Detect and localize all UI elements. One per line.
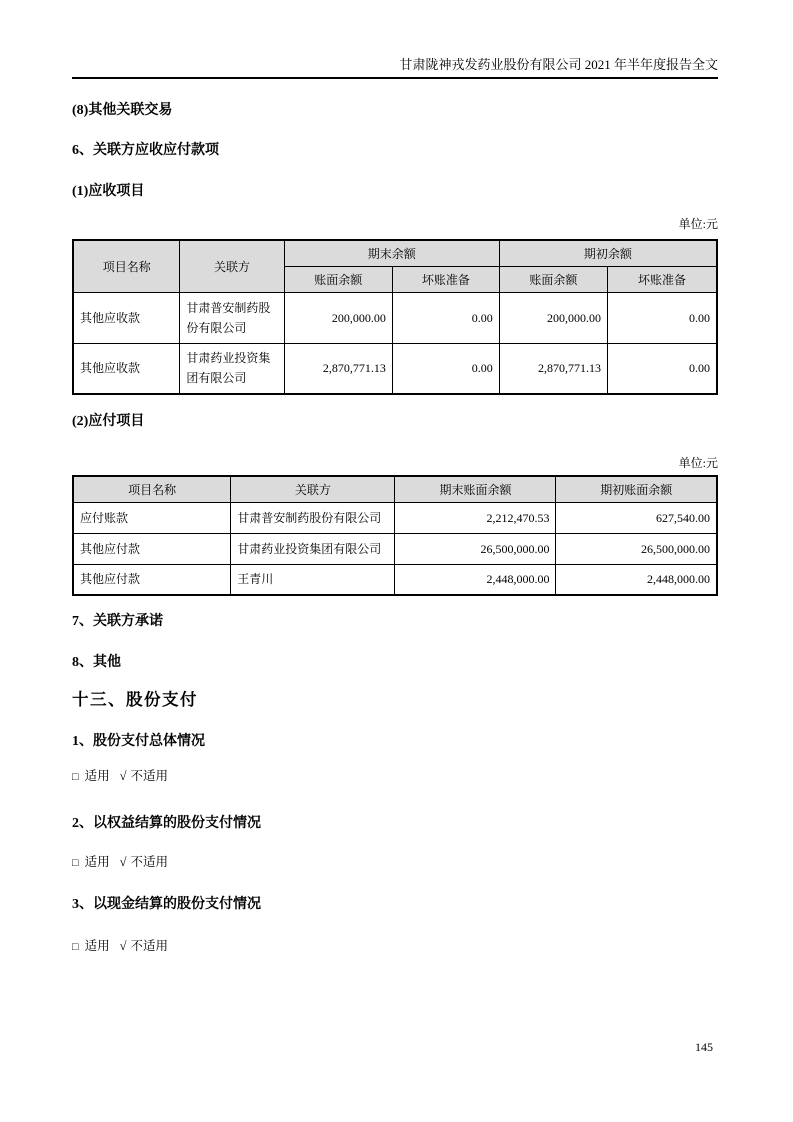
heading-cash-settled-share-payment: 3、以现金结算的股份支付情况 [72, 897, 261, 912]
col-header-related-party: 关联方 [231, 476, 395, 502]
cell-party: 甘肃普安制药股份有限公司 [180, 292, 284, 343]
table-row [73, 292, 717, 343]
table-header-row [73, 476, 717, 502]
cell-beginning: 2,448,000.00 [556, 564, 717, 595]
cell-party: 甘肃药业投资集团有限公司 [180, 343, 284, 394]
checkbox-unchecked-icon: □ [72, 857, 79, 869]
applicability-line [72, 854, 718, 871]
col-header-item: 项目名称 [73, 476, 231, 502]
checkmark-icon: √ [119, 769, 127, 783]
cell-ending: 2,448,000.00 [395, 564, 556, 595]
table-header-row [73, 240, 717, 266]
col-header-item: 项目名称 [73, 240, 180, 292]
cell-party: 甘肃药业投资集团有限公司 [231, 533, 395, 564]
checkmark-icon: √ [119, 939, 127, 953]
not-applicable-label: 不适用 [130, 855, 169, 869]
col-header-bad-debt: 坏账准备 [607, 266, 717, 292]
checkbox-unchecked-icon: □ [72, 771, 79, 783]
heading-share-payment: 十三、股份支付 [72, 690, 198, 709]
col-header-related-party: 关联方 [180, 240, 284, 292]
checkbox-unchecked-icon: □ [72, 941, 79, 953]
heading-receivable-items: (1)应收项目 [72, 184, 145, 199]
col-header-ending-balance: 期末余额 [284, 240, 499, 266]
cell-beg-bad: 0.00 [607, 343, 717, 394]
unit-label-receivables: 单位:元 [678, 217, 718, 231]
heading-related-party-commitments: 7、关联方承诺 [72, 614, 163, 629]
heading-payable-items: (2)应付项目 [72, 414, 145, 429]
cell-party: 王青川 [231, 564, 395, 595]
not-applicable-label: 不适用 [130, 939, 169, 953]
doc-header [72, 56, 718, 79]
cell-beg-book: 200,000.00 [499, 292, 607, 343]
table-row [73, 502, 717, 533]
col-header-beginning-book-balance: 期初账面余额 [556, 476, 717, 502]
cell-item: 其他应收款 [73, 343, 180, 394]
col-header-ending-book-balance: 期末账面余额 [395, 476, 556, 502]
receivables-table [72, 239, 718, 395]
cell-end-bad: 0.00 [392, 343, 499, 394]
cell-item: 其他应收款 [73, 292, 180, 343]
col-header-bad-debt: 坏账准备 [392, 266, 499, 292]
col-header-beginning-balance: 期初余额 [499, 240, 717, 266]
applicable-label: 适用 [84, 769, 110, 783]
applicability-line [72, 938, 718, 955]
unit-label-payables: 单位:元 [678, 456, 718, 470]
cell-item: 应付账款 [73, 502, 231, 533]
page-number: 145 [695, 1040, 713, 1054]
checkmark-icon: √ [119, 855, 127, 869]
table-row [73, 564, 717, 595]
applicable-label: 适用 [84, 939, 110, 953]
col-header-book-balance: 账面余额 [284, 266, 392, 292]
heading-equity-settled-share-payment: 2、以权益结算的股份支付情况 [72, 816, 261, 831]
cell-end-book: 2,870,771.13 [284, 343, 392, 394]
cell-party: 甘肃普安制药股份有限公司 [231, 502, 395, 533]
heading-other-related-transactions: (8)其他关联交易 [72, 103, 173, 118]
cell-ending: 26,500,000.00 [395, 533, 556, 564]
cell-beginning: 26,500,000.00 [556, 533, 717, 564]
doc-header-title: 甘肃陇神戎发药业股份有限公司 2021 年半年度报告全文 [399, 57, 718, 72]
table-row [73, 343, 717, 394]
applicable-label: 适用 [84, 855, 110, 869]
cell-end-bad: 0.00 [392, 292, 499, 343]
cell-beg-bad: 0.00 [607, 292, 717, 343]
table-row [73, 533, 717, 564]
cell-item: 其他应付款 [73, 533, 231, 564]
heading-share-payment-overview: 1、股份支付总体情况 [72, 734, 205, 749]
heading-other: 8、其他 [72, 655, 121, 670]
cell-item: 其他应付款 [73, 564, 231, 595]
payables-table [72, 475, 718, 596]
not-applicable-label: 不适用 [130, 769, 169, 783]
col-header-book-balance: 账面余额 [499, 266, 607, 292]
applicability-line [72, 768, 718, 785]
cell-ending: 2,212,470.53 [395, 502, 556, 533]
cell-end-book: 200,000.00 [284, 292, 392, 343]
heading-receivables-payables: 6、关联方应收应付款项 [72, 143, 219, 158]
cell-beginning: 627,540.00 [556, 502, 717, 533]
cell-beg-book: 2,870,771.13 [499, 343, 607, 394]
